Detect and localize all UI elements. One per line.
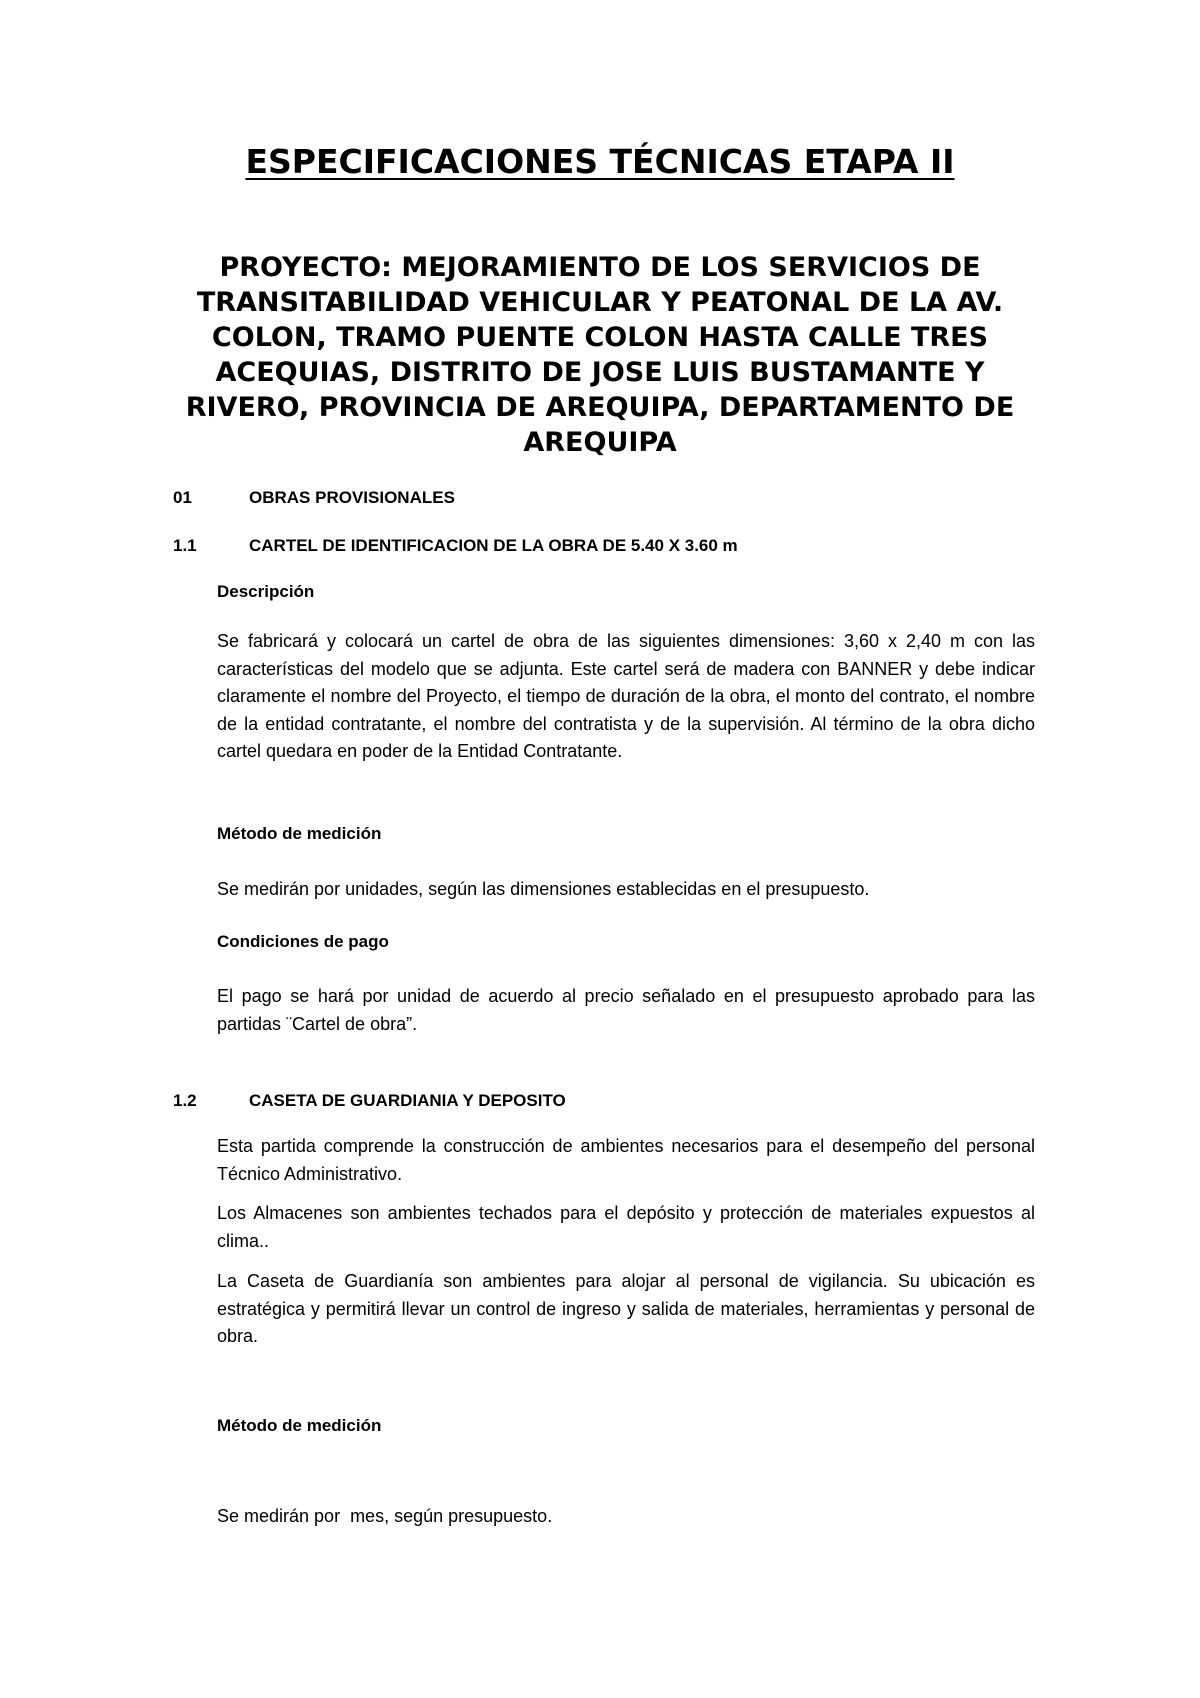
- condiciones-pago-paragraph: El pago se hará por unidad de acuerdo al precio señalado en el presupuesto aprobado para las partidas ¨Cartel de obra”.: [217, 986, 1035, 1034]
- caseta-paragraph-3: La Caseta de Guardianía son ambientes para alojar al personal de vigilancia. Su ubicación es estratégica y permitirá llevar un control de ingreso y salida de materiales, herramientas y personal de obra.: [217, 1271, 1035, 1346]
- caseta-paragraph-1: Esta partida comprende la construcción de ambientes necesarios para el desempeño del personal Técnico Administrativo.: [217, 1136, 1035, 1184]
- section-number: 01: [173, 488, 192, 507]
- project-title: PROYECTO: MEJORAMIENTO DE LOS SERVICIOS DE TRANSITABILIDAD VEHICULAR Y PEATONAL DE LA AV. COLON, TRAMO PUENTE COLON HASTA CALLE TRES ACEQUIAS, DISTRITO DE JOSE LUIS BUSTAMANTE Y RIVERO, PROVINCIA DE AREQUIPA, DEPARTAMENTO DE AREQUIPA: [185, 252, 1015, 458]
- section-title: OBRAS PROVISIONALES: [249, 488, 455, 507]
- condiciones-pago-label: Condiciones de pago: [217, 932, 389, 951]
- item-heading-1-1: [173, 536, 738, 556]
- document-title: ESPECIFICACIONES TÉCNICAS ETAPA II: [245, 142, 955, 181]
- descripcion-paragraph: Se fabricará y colocará un cartel de obra de las siguientes dimensiones: 3,60 x 2,40 m con las características del modelo que se adjunta. Este cartel será de madera con BANNER y debe indicar claramente el nombre del Proyecto, el tiempo de duración de la obra, el monto del contrato, el nombre de la entidad contratante, el nombre del contratista y de la supervisión. Al término de la obra dicho cartel quedara en poder de la Entidad Contratante.: [217, 631, 1035, 761]
- metodo-medicion-label-2: Método de medición: [217, 1416, 382, 1435]
- item-title: CASETA DE GUARDIANIA Y DEPOSITO: [249, 1091, 566, 1110]
- item-title: CARTEL DE IDENTIFICACION DE LA OBRA DE 5.40 X 3.60 m: [249, 536, 738, 555]
- caseta-paragraph-2: Los Almacenes son ambientes techados para el depósito y protección de materiales expuestos al clima..: [217, 1203, 1035, 1251]
- metodo-medicion-paragraph: Se medirán por unidades, según las dimensiones establecidas en el presupuesto.: [217, 879, 870, 899]
- item-heading-1-2: [173, 1091, 566, 1111]
- section-heading-01: [173, 488, 455, 508]
- metodo-medicion-label: Método de medición: [217, 824, 382, 843]
- item-number: 1.1: [173, 536, 197, 555]
- descripcion-label: Descripción: [217, 582, 315, 601]
- metodo-medicion-paragraph-2: Se medirán por mes, según presupuesto.: [217, 1506, 553, 1526]
- item-number: 1.2: [173, 1091, 197, 1110]
